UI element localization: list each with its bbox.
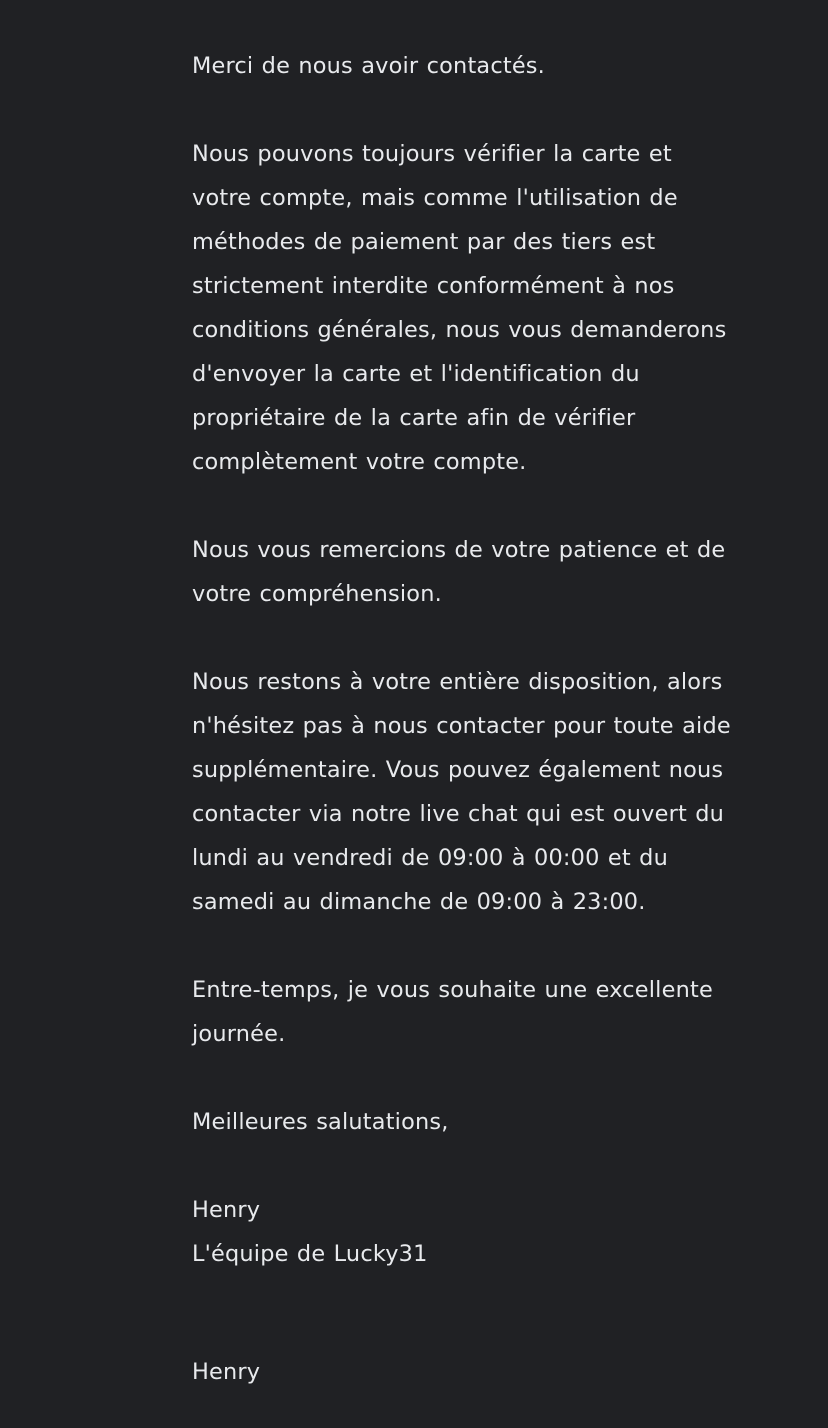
text-line: conditions générales, nous vous demanderons [192,317,727,343]
email-body [192,44,792,1276]
signature-block [192,1188,792,1276]
text-line: votre compréhension. [192,581,442,607]
text-line: Meilleures salutations, [192,1109,449,1135]
email-greeting [192,44,792,88]
signature-name-repeat: Henry [192,1359,261,1385]
text-line: n'hésitez pas à nous contacter pour toute aide [192,713,731,739]
email-closing [192,1100,792,1144]
text-line: supplémentaire. Vous pouvez également nous [192,757,724,783]
text-line: d'envoyer la carte et l'identification du [192,361,640,387]
text-line: Nous restons à votre entière disposition, alors [192,669,723,695]
text-line: Entre-temps, je vous souhaite une excellente [192,977,713,1003]
text-line: complètement votre compte. [192,449,527,475]
text-line: journée. [192,1021,286,1047]
text-line: propriétaire de la carte afin de vérifier [192,405,636,431]
paragraph-verification [192,132,792,484]
signature-team: L'équipe de Lucky31 [192,1241,428,1267]
paragraph-wishes [192,968,792,1056]
text-line: contacter via notre live chat qui est ouvert du [192,801,725,827]
text-line: lundi au vendredi de 09:00 à 00:00 et du [192,845,668,871]
text-line: Nous pouvons toujours vérifier la carte et [192,141,672,167]
text-line: méthodes de paiement par des tiers est [192,229,656,255]
text-line: samedi au dimanche de 09:00 à 23:00. [192,889,646,915]
paragraph-thanks [192,528,792,616]
text-line: Nous vous remercions de votre patience et de [192,537,726,563]
text-line: votre compte, mais comme l'utilisation de [192,185,678,211]
text-line: Merci de nous avoir contactés. [192,53,545,79]
paragraph-contact [192,660,792,924]
text-line: strictement interdite conformément à nos [192,273,675,299]
signature-name: Henry [192,1197,261,1223]
